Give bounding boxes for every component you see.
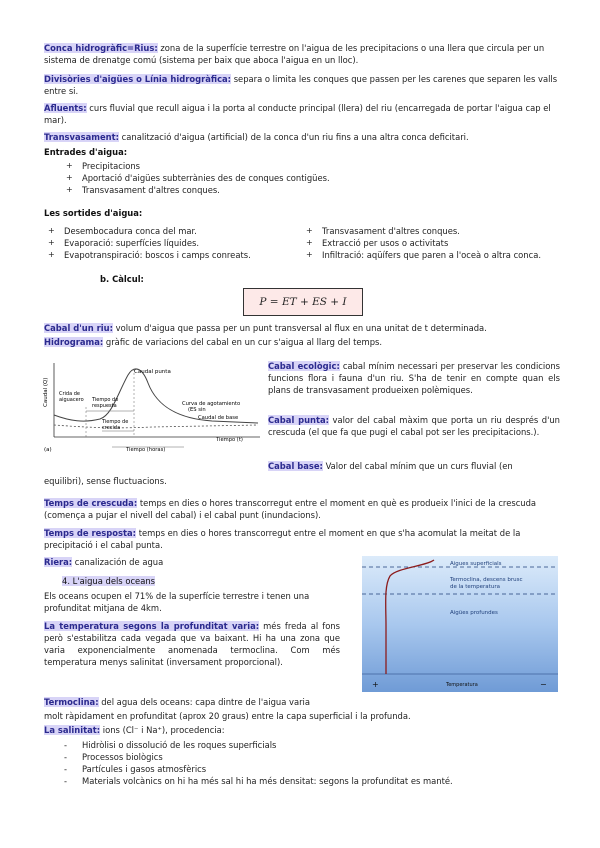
list-item: - Partícules i gasos atmosfèrics (82, 763, 562, 775)
list-item: + Extracció per usos o activitats (322, 237, 572, 249)
label-tiempo-t: Tiempo (t) (216, 437, 243, 443)
paragraph-transvasament (44, 131, 560, 143)
label-tiempo-horas: Tiempo (horas) (126, 447, 166, 453)
label-plus: + (372, 680, 379, 689)
list-item: + Desembocadura conca del mar. (64, 225, 304, 237)
definition-transvasament: canalització d'aigua (artificial) de la conca d'un riu fins a una altra conca deficitari. (119, 132, 469, 142)
label-surface: Aigues superficials (450, 561, 502, 567)
label-crida-2: aiguacero (59, 397, 84, 403)
paragraph-temperatura (44, 620, 340, 668)
term-afluents: Afluents: (44, 103, 87, 113)
term-temps-resposta: Temps de resposta: (44, 528, 137, 538)
definition-temps-crescuda: temps en dies o hores transcorregut entre el moment en què es produeix l'inici de la crescuda (comença a pujar el nivell del cabal) i el cabal punt (inundacions). (44, 498, 537, 520)
list-item: + Precipitacions (82, 160, 562, 172)
term-cabal: Cabal d'un riu: (44, 323, 113, 333)
definition-afluents: curs fluvial que recull aigua i la porta al conducte principal (llera) del riu (encarregada de portar l'aigua cap el mar). (44, 103, 551, 125)
label-caudal-punta: Caudal punta (134, 369, 171, 375)
term-transvasament: Transvasament: (44, 132, 119, 142)
panel-label: (a) (44, 447, 52, 453)
ocean-thermocline-figure (362, 556, 558, 692)
section-heading (62, 575, 332, 587)
list-sortides-right (322, 225, 572, 261)
term-divisories: Divisòries d'aigües o Línia hidrogràfica: (44, 74, 232, 84)
term-cabal-ecologic: Cabal ecològic: (268, 361, 340, 371)
term-termoclina: Termoclina: (44, 697, 99, 707)
paragraph-oceans: Els oceans ocupen el 71% de la superfície terrestre i tenen una profunditat mitjana de 4km. (44, 591, 310, 613)
paragraph-cabal-base (268, 460, 560, 472)
list-salinitat (82, 739, 562, 787)
definition-cabal-punta: valor del cabal màxim que porta un riu després d'un crescuda (el que fa que pugi el cabal pot ser les precipitacions.). (268, 415, 560, 437)
paragraph-termoclina-cont: molt ràpidament en profunditat (aprox 20 graus) entre la capa superficial i la profunda. (44, 711, 411, 721)
formula-box: P = ET + ES + I (243, 288, 363, 316)
list-item: - Hidròlisi o dissolució de les roques superficials (82, 739, 562, 751)
label-thermo-2: de la temperatura (450, 584, 500, 590)
definition-temps-resposta: temps en dies o hores transcorregut entre el moment en que s'ha acomulat la meitat de la precipitació i el cabal punta. (44, 528, 521, 550)
definition-temperatura: més freda al fons però s'estabilitza cada vegada que va baixant. Hi ha una zona que varia exponencialmente anomenada termoclina. Com més temperatura menys salinitat (inversament proporcional). (44, 621, 340, 667)
heading-sortides: Les sortides d'aigua: (44, 208, 143, 218)
paragraph-conca (44, 42, 560, 66)
label-crecida-2: crecida (102, 425, 121, 431)
definition-divisories: separa o limita les conques que passen per les carenes que separen les valls entre si. (44, 74, 558, 96)
label-curva-2: (ES sin (188, 407, 206, 413)
paragraph-salinitat (44, 724, 560, 736)
definition-riera: canalización de agua (72, 557, 164, 567)
list-item: + Aportació d'aigües subterrànies des de conques contigües. (82, 172, 562, 184)
section-heading-text: 4. L'aigua dels oceans (62, 576, 156, 586)
paragraph-hidrograma (44, 336, 560, 348)
definition-termoclina: del agua dels oceans: capa dintre de l'aigua varia (98, 697, 311, 707)
term-cabal-punta: Cabal punta: (268, 415, 329, 425)
term-salinitat: La salinitat: (44, 725, 101, 735)
heading-calcul: b. Càlcul: (100, 274, 144, 284)
term-temps-crescuda: Temps de crescuda: (44, 498, 138, 508)
paragraph-cabal-ecologic (268, 360, 560, 396)
definition-cabal: volum d'aigua que passa per un punt transversal al flux en una unitat de t determinada. (112, 323, 487, 333)
list-item: + Infiltració: aqüífers que paren a l'oceà o altra conca. (322, 249, 572, 261)
list-entrades (82, 160, 562, 196)
paragraph-divisories (44, 73, 560, 97)
term-riera: Riera: (44, 557, 73, 567)
list-item: + Transvasament d'altres conques. (82, 184, 562, 196)
list-item: + Evaporació: superfícies líquides. (64, 237, 304, 249)
definition-cabal-base: Valor del cabal mínim que un curs fluvial (en (322, 461, 513, 471)
label-minus: − (540, 680, 547, 689)
list-item: - Materials volcànics on hi ha més sal hi ha més densitat: segons la profunditat es manté. (82, 775, 562, 787)
list-item: + Evapotranspiració: boscos i camps conreats. (64, 249, 304, 261)
label-temperature: Temperatura (446, 682, 478, 688)
list-item: - Processos biològics (82, 751, 562, 763)
paragraph-termoclina (44, 696, 560, 708)
label-deep: Aigües profundes (450, 610, 498, 616)
label-thermo-1: Termoclina, descens brusc (450, 577, 523, 583)
definition-conca: zona de la superfície terrestre on l'aigua de les precipitacions o una llera que circula per un sistema de drenatge comú (sistema per baix que aboca l'aigua en un lloc). (44, 43, 545, 65)
paragraph-temps-resposta (44, 527, 560, 551)
paragraph-temps-crescuda (44, 497, 560, 521)
term-conca: Conca hidrogràfic=Rius: (44, 43, 158, 53)
paragraph-cabal-base-cont: equilibri), sense fluctuacions. (44, 476, 167, 486)
term-temperatura: La temperatura segons la profunditat varia: (44, 621, 260, 631)
term-cabal-base: Cabal base: (268, 461, 323, 471)
definition-cabal-ecologic: cabal mínim necessari per preservar les condicions funcions flora i fauna d'un riu. S'ha de tenir en compte quan els plans de transvasament produeixen polèmiques. (268, 361, 560, 395)
heading-entrades: Entrades d'aigua: (44, 147, 128, 157)
label-resposta-1: Tiempo de (92, 397, 119, 403)
paragraph-cabal-punta (268, 414, 560, 438)
label-caudal-base: Caudal de base (198, 415, 239, 421)
hydrograph-figure (42, 357, 264, 465)
paragraph-afluents (44, 102, 560, 126)
list-item: + Transvasament d'altres conques. (322, 225, 572, 237)
definition-salinitat: ions (Cl⁻ i Na⁺), procedencia: (100, 725, 225, 735)
term-hidrograma: Hidrograma: (44, 337, 104, 347)
definition-hidrograma: gràfic de variacions del cabal en un cur s'aigua al llarg del temps. (103, 337, 383, 347)
label-crida-1: Crida de (59, 391, 81, 397)
label-crecida-1: Tiempo de (102, 419, 129, 425)
list-sortides-left (64, 225, 304, 261)
paragraph-cabal (44, 322, 560, 334)
y-axis-label: Caudal (Q) (43, 377, 49, 407)
label-resposta-2: respuesta (92, 403, 117, 409)
label-curva-1: Curva de agotamiento (182, 401, 241, 407)
